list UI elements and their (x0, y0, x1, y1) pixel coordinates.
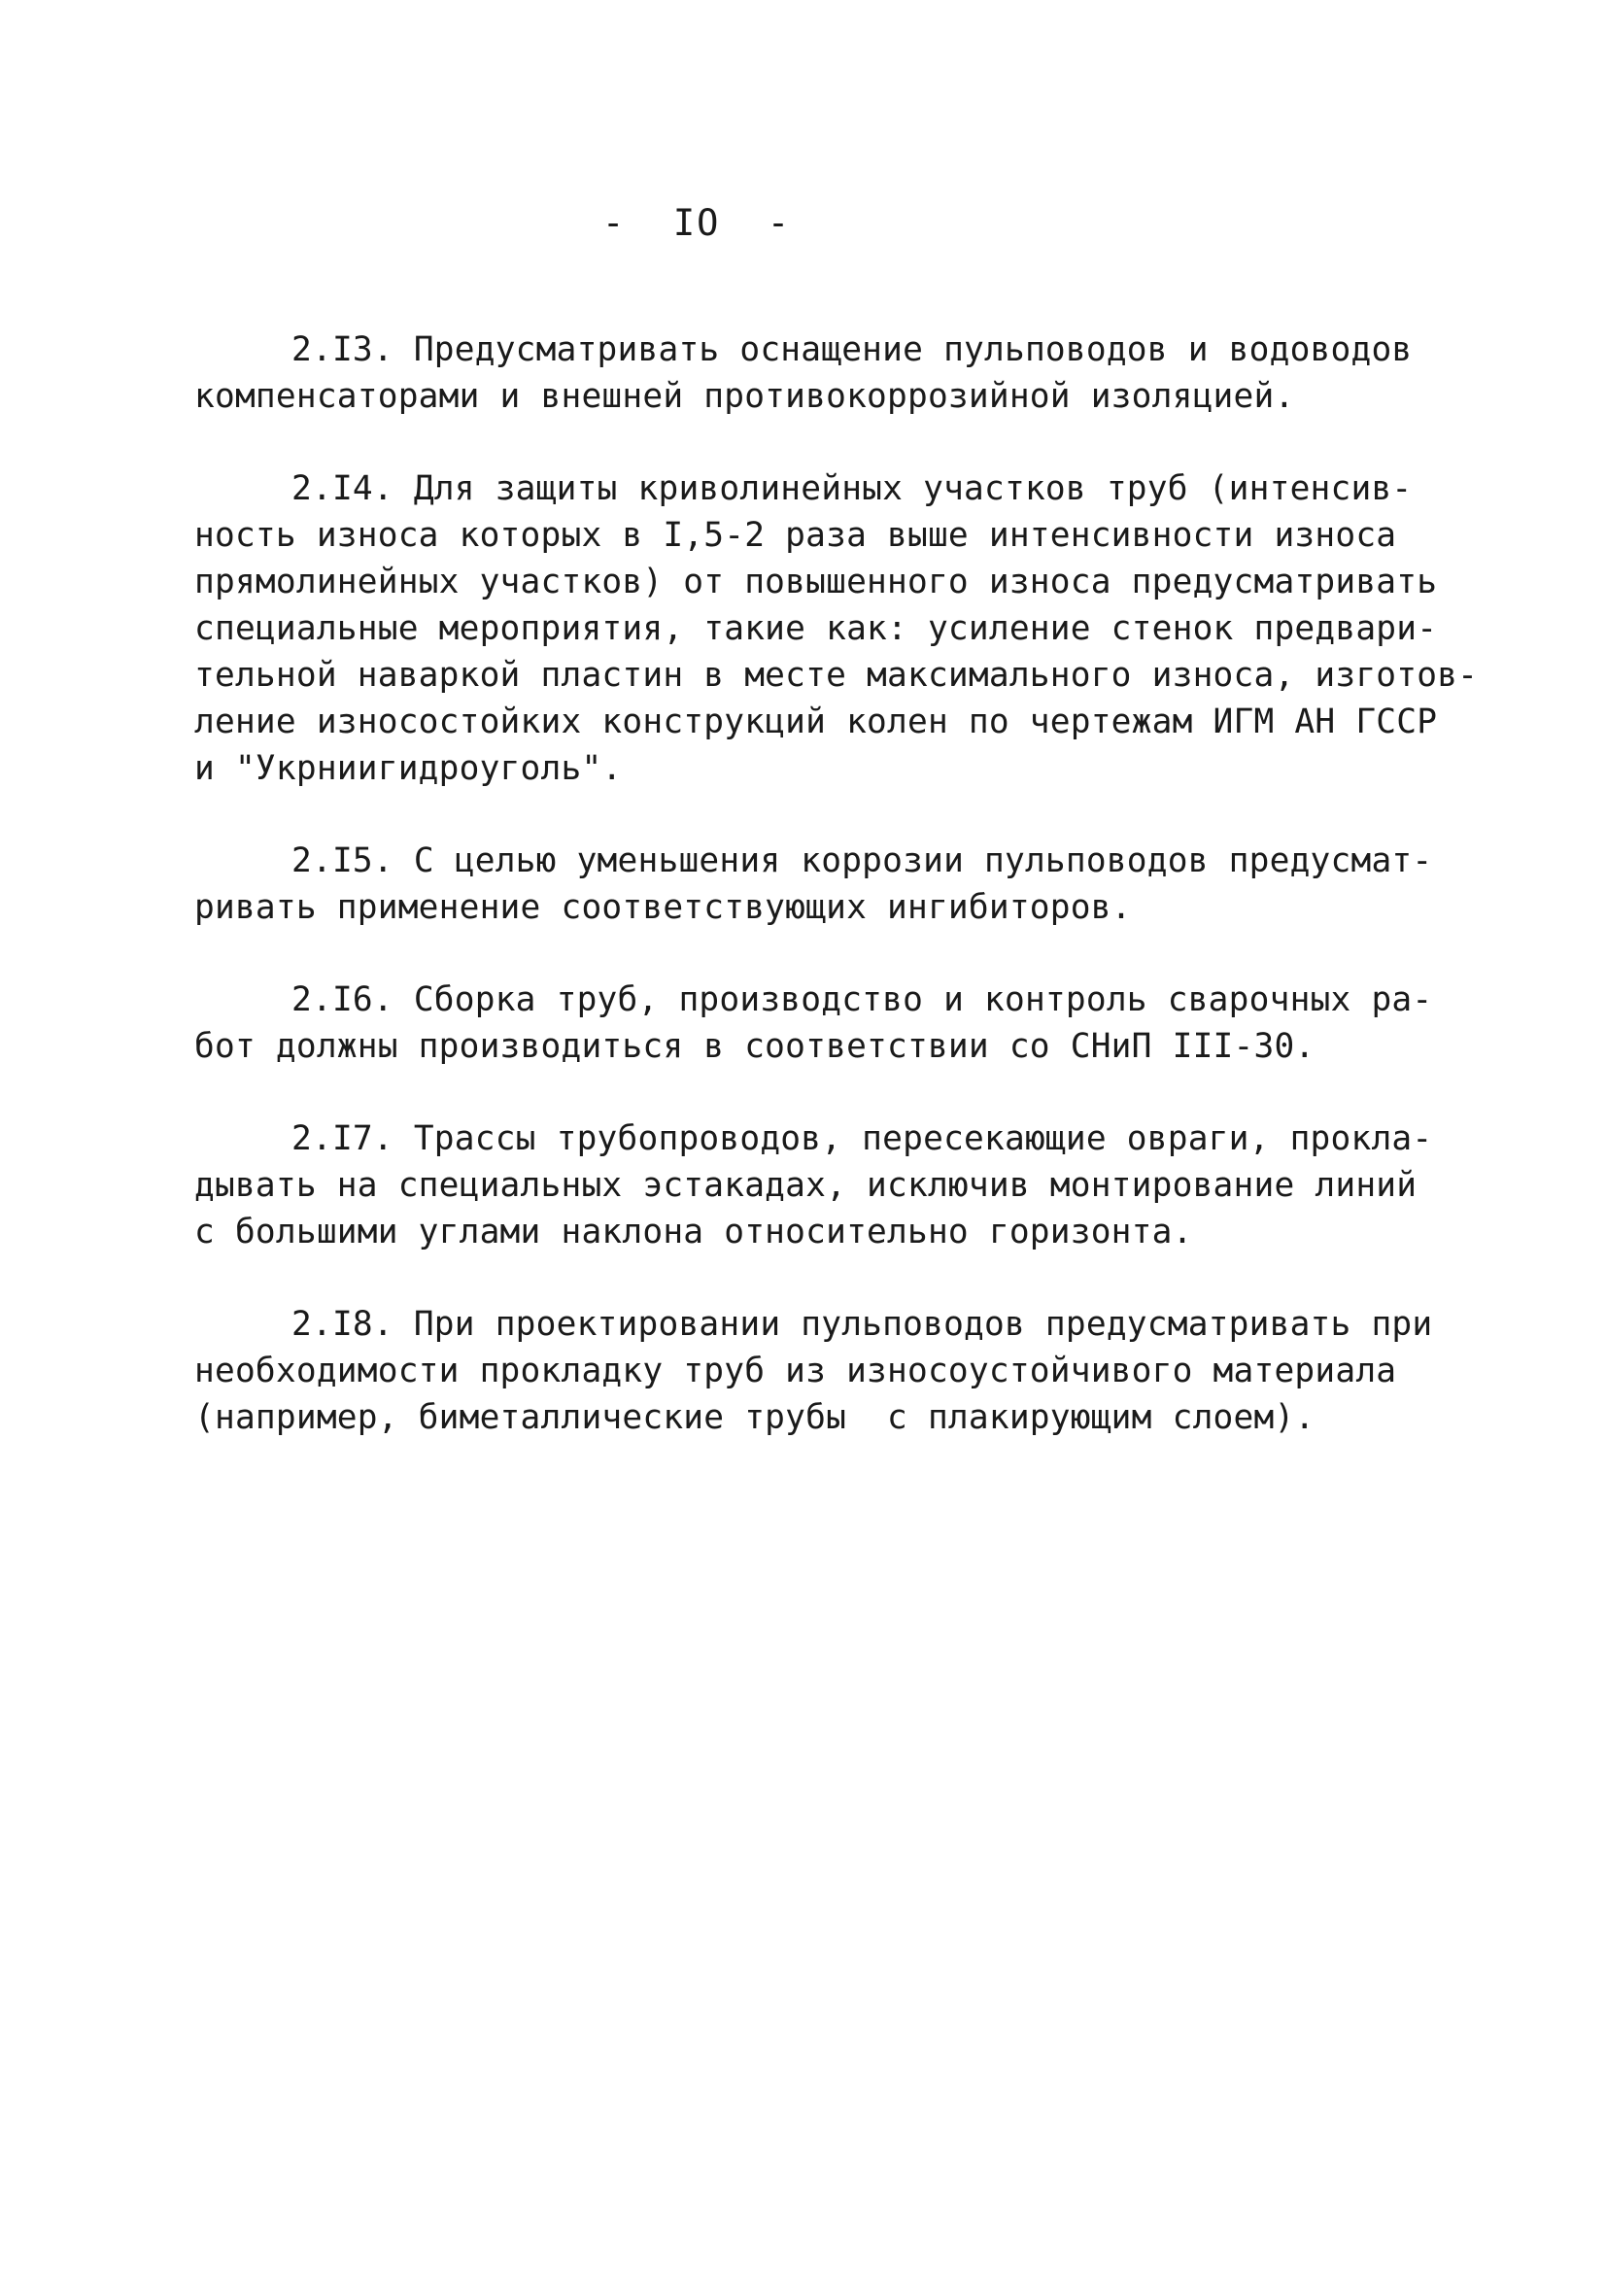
page-number: - IO - (602, 202, 792, 244)
paragraph-2-13 (194, 326, 1467, 420)
paragraph-line: 2.I3. Предусматривать оснащение пульповодов и водоводов (291, 330, 1413, 369)
paragraph-line: тельной наваркой пластин в месте максимального износа, изготов- (194, 656, 1479, 695)
paragraph-line: бот должны производиться в соответствии со СНиП III-30. (194, 1027, 1316, 1066)
paragraph-line: необходимости прокладку труб из износоустойчивого материала (194, 1352, 1397, 1390)
paragraph-line: ление износостойких конструкций колен по чертежам ИГМ АН ГССР (194, 703, 1438, 741)
document-body (194, 326, 1479, 1487)
paragraph-2-17 (194, 1115, 1467, 1255)
paragraph-2-16 (194, 977, 1467, 1070)
paragraph-line: 2.I8. При проектировании пульповодов предусматривать при (291, 1305, 1433, 1344)
paragraph-line: с большими углами наклона относительно горизонта. (194, 1213, 1193, 1251)
paragraph-line: и "Укрниигидроуголь". (194, 749, 623, 788)
paragraph-line: прямолинейных участков) от повышенного износа предусматривать (194, 563, 1438, 601)
paragraph-line: 2.I7. Трассы трубопроводов, пересекающие овраги, прокла- (291, 1119, 1433, 1158)
paragraph-line: ность износа которых в I,5-2 раза выше интенсивности износа (194, 516, 1397, 555)
paragraph-line: 2.I4. Для защиты криволинейных участков труб (интенсив- (291, 469, 1413, 508)
paragraph-line: 2.I5. С целью уменьшения коррозии пульповодов предусмат- (291, 841, 1433, 880)
paragraph-line: ривать применение соответствующих ингибиторов. (194, 888, 1132, 927)
paragraph-line: (например, биметаллические трубы с плакирующим слоем). (194, 1398, 1316, 1437)
paragraph-2-14 (194, 465, 1479, 792)
paragraph-line: дывать на специальных эстакадах, исключив монтирование линий (194, 1166, 1418, 1205)
paragraph-2-15 (194, 838, 1467, 931)
paragraph-2-18 (194, 1301, 1467, 1441)
paragraph-line: 2.I6. Сборка труб, производство и контроль сварочных ра- (291, 980, 1433, 1019)
paragraph-line: компенсаторами и внешней противокоррозийной изоляцией. (194, 377, 1295, 416)
paragraph-line: специальные мероприятия, такие как: усиление стенок предвари- (194, 609, 1438, 648)
